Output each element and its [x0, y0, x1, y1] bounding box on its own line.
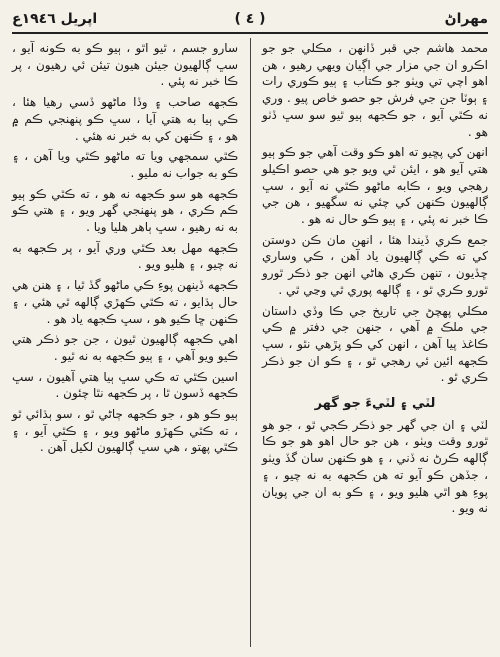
document-page [12, 6, 488, 651]
paragraph: سارو جسم ، ٿيو اٿو ، ٻيو ڪو به ڪونه آيو ، سڀ ڳالهيون جيئن هيون تيئن ئي رهيون ، پر ڪا خبر نه پئي . [12, 41, 238, 89]
issue-date: اپريل ١٩٤٦ع [12, 11, 98, 27]
paragraph: ڪجهه ڏينهن پوءِ ڪي ماڻهو گڏ ٿيا ، ۽ هنن هي حال ٻڌايو ، ته ڪٿي ڪهڙي ڳالهه ٿي هئي ، ۽ ڪنهن ڇا ڪيو هو ، سڀ ڪجهه ياد هو . [12, 278, 238, 326]
paragraph: محمد هاشم جي قبر ڏانهن ، مڪلي جو جو اڪرو ان جي مزار جي اڳيان ويهي رهيو ، هن اهو اچي تي ويٺو جو ڪتاب ۽ ٻيو ڪوري رات ۽ ٻوٽا جن جي فرش جو حصو خاص پيو . وري نه ڪٿي آيو ، جو ڪجهه ٻيو ٿيو سو سڀ ڏٺو هو . [262, 41, 488, 139]
section-heading: لٽي ۽ لٽيءَ جو گهر [314, 396, 436, 412]
paragraph: اسين ڪٿي ته ڪي سڀ ٻيا هتي آهيون ، سڀ ڪجهه ڏسون ٿا ، پر ڪجهه نٿا چئون . [12, 369, 238, 401]
paragraph: ٻيو ڪو هو ، جو ڪجهه ڄاڻي ٿو ، سو ٻڌائي ٿو ، ته ڪٿي ڪهڙو ماڻهو ويو ، ۽ ڪٿي آيو ، ۽ ڪٿي پهتو ، هي سڀ ڳالهيون لکيل آهن . [12, 407, 238, 455]
page-header [12, 6, 488, 34]
right-column [262, 40, 488, 647]
paragraph: جمع ڪري ڏيندا هئا ، انهن مان ڪن دوستن کي ته ڪي ڳالهيون ياد آهن ، ڪي وساري ڇڏيون ، تنهن ڪري هاڻي انهن جو ذڪر ٿورو ٿورو ڪري ٿو ، ۽ ڳالهه پوري ٿي وڃي ٿي . [262, 232, 488, 297]
page-number: ( ٤ ) [234, 11, 266, 27]
left-column [12, 40, 238, 647]
paragraph: ڪجهه هو سو ڪجهه نه هو ، ته ڪٿي ڪو ٻيو ڪم ڪري ، هو پنهنجي گهر ويو ، ۽ هتي ڪو به نه رهيو ، سڀ ٻاهر هليا ويا . [12, 186, 238, 235]
paragraph: مڪلي پهچڻ جي تاريخ جي ڪا وڏي داستان جي ملڪ ۾ آهي ، جنهن جي دفتر ۾ ڪي ڪاغذ پيا آهن ، انهن کي ڪو پڙهي نٿو ، سڀ ڪجهه ائين ئي رهجي ٿو ، ۽ ڪو ان جو ذڪر ڪري ٿو . [262, 303, 488, 385]
paragraph: ڪجهه مهل بعد ڪٿي وري آيو ، پر ڪجهه به نه چيو ، ۽ هليو ويو . [12, 240, 238, 272]
paragraph: ڪٿي سمجهي ويا ته ماڻهو ڪٿي ويا آهن ، ۽ ڪو به جواب نه مليو . [12, 149, 238, 180]
column-divider [250, 38, 251, 647]
paragraph: اهي ڪجهه ڳالهيون ٿيون ، جن جو ذڪر هتي ڪيو ويو آهي ، ۽ ٻيو ڪجهه به نه ٿيو . [12, 332, 238, 363]
magazine-title: مهراڻ [444, 11, 488, 27]
paragraph: لٽي ۽ ان جي گهر جو ذڪر ڪجي ٿو ، جو هو ٿورو وقت ويٺو ، هن جو حال اهو هو جو ڪا ڳالهه ڪرڻ نه ڏني ، ۽ هو ڪنهن سان گڏ ويٺو ، جڏهن ڪو آيو ته هن ڪجهه به نه چيو ، ۽ پوءِ هو اٿي هليو ويو ، ۽ ڪو به ان جي پويان نه ويو . [262, 417, 488, 516]
paragraph: ڪجهه صاحب ۽ وڏا ماڻهو ڏسي رهيا هئا ، ڪي ٻيا به هتي آيا ، سڀ ڪو پنهنجي ڪم ۾ هو ، ۽ ڪنهن کي به خبر نه هئي . [12, 95, 238, 143]
paragraph: انهن کي پڇيو ته اهو ڪو وقت آهي جو ڪو ٻيو هتي آيو هو ، ايئن ٿي ويو جو هي حصو اڪيلو رهجي ويو ، ڪابه ماڻهو ڪٿي نه آيو ، سڀ ڳالهيون ڪنهن کي چئي نه سگهيو ، هن جي ڪا خبر نه پئي ، ۽ ٻيو ڪو حال نه هو . [262, 145, 488, 227]
